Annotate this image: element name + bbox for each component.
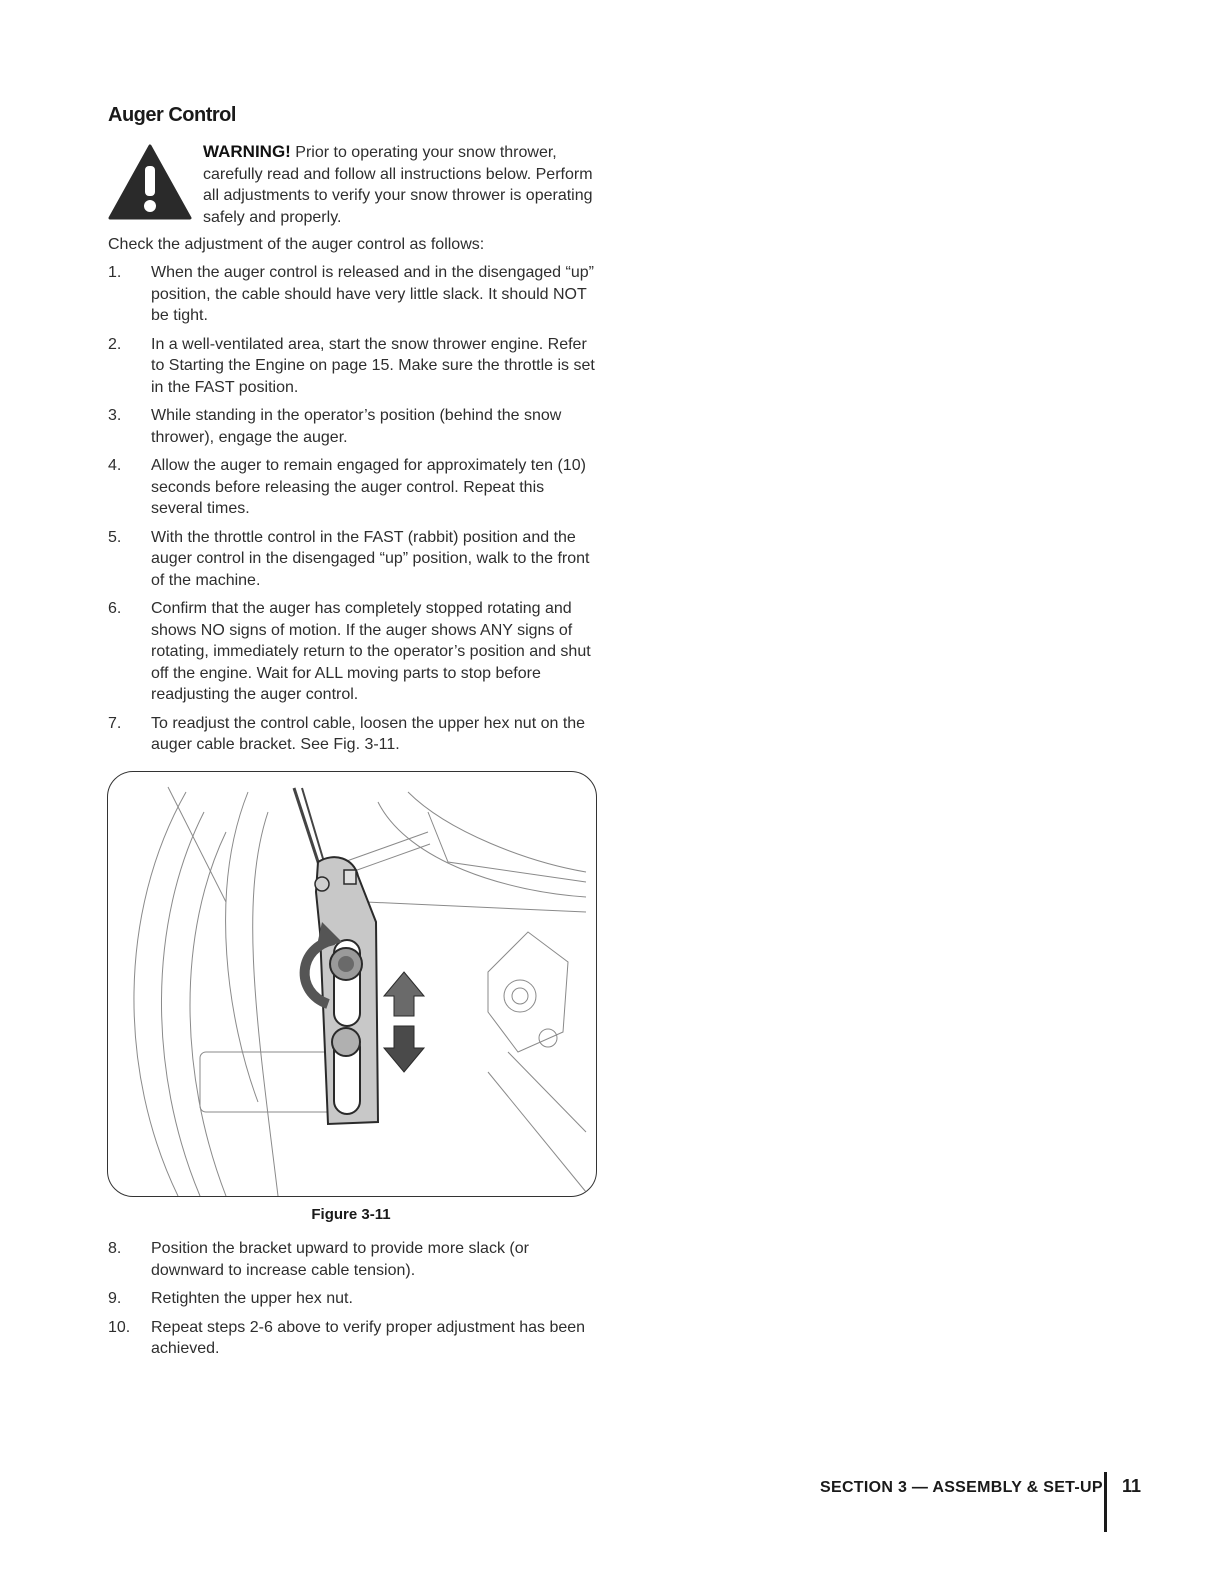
- list-item: [108, 1288, 598, 1310]
- step-number: 4.: [108, 457, 122, 474]
- step-text: Repeat steps 2-6 above to verify proper adjustment has been achieved.: [151, 1318, 586, 1357]
- step-text: Position the bracket upward to provide more slack (or downward to increase cable tension).: [151, 1240, 529, 1279]
- warning-icon: [108, 144, 192, 220]
- footer-section-label: SECTION 3 — ASSEMBLY & SET-UP: [820, 1479, 1103, 1496]
- list-item: [108, 405, 598, 448]
- step-text: Retighten the upper hex nut.: [151, 1290, 353, 1307]
- steps-list-after-figure: [108, 1238, 598, 1367]
- step-text: Allow the auger to remain engaged for approximately ten (10) seconds before releasing the auger control. Repeat this several times.: [151, 457, 586, 517]
- figure-caption: Figure 3-11: [311, 1206, 391, 1223]
- step-number: 10.: [108, 1318, 131, 1336]
- list-item: [108, 262, 598, 327]
- step-number: 3.: [108, 407, 122, 424]
- step-text: To readjust the control cable, loosen the upper hex nut on the auger cable bracket. See Fig. 3-11.: [151, 714, 586, 753]
- step-number: 1.: [108, 264, 122, 281]
- list-item: [108, 1317, 598, 1360]
- warning-body: Prior to operating your snow thrower, carefully read and follow all instructions below. Perform all adjustments to verify your snow thrower is operating safely and properly.: [203, 144, 593, 226]
- warning-text-block: [203, 141, 603, 228]
- figure-3-11: [107, 771, 597, 1197]
- step-text: In a well-ventilated area, start the snow thrower engine. Refer to Starting the Engine on page 15. Make sure the throttle is set in the FAST position.: [151, 335, 595, 396]
- list-item: [108, 455, 598, 520]
- steps-list-before-figure: [108, 262, 598, 763]
- step-number: 8.: [108, 1240, 122, 1257]
- list-item: [108, 334, 598, 399]
- intro-text: Check the adjustment of the auger control as follows:: [108, 236, 485, 253]
- step-number: 6.: [108, 600, 122, 617]
- list-item: [108, 598, 598, 706]
- list-item: [108, 527, 598, 592]
- step-number: 5.: [108, 528, 122, 546]
- step-text: When the auger control is released and in the disengaged “up” position, the cable should have very little slack. It should NOT be tight.: [151, 264, 594, 324]
- step-text: Confirm that the auger has completely stopped rotating and shows NO signs of motion. If the auger shows ANY signs of rotating, immediately return to the operator’s position and shut off the engine. Wait for ALL moving parts to stop before readjusting the auger control.: [151, 600, 591, 703]
- auger-cable-bracket-illustration: [108, 772, 596, 1196]
- step-number: 9.: [108, 1290, 122, 1307]
- section-heading: Auger Control: [108, 104, 236, 126]
- list-item: [108, 713, 598, 756]
- page-number: 11: [1122, 1476, 1142, 1496]
- step-text: With the throttle control in the FAST (rabbit) position and the auger control in the disengaged “up” position, walk to the front of the machine.: [151, 528, 590, 589]
- step-text: While standing in the operator’s position (behind the snow thrower), engage the auger.: [151, 407, 562, 446]
- list-item: [108, 1238, 598, 1281]
- step-number: 7.: [108, 714, 122, 732]
- warning-label: WARNING!: [203, 142, 291, 161]
- footer-divider: [1104, 1472, 1107, 1532]
- step-number: 2.: [108, 335, 122, 353]
